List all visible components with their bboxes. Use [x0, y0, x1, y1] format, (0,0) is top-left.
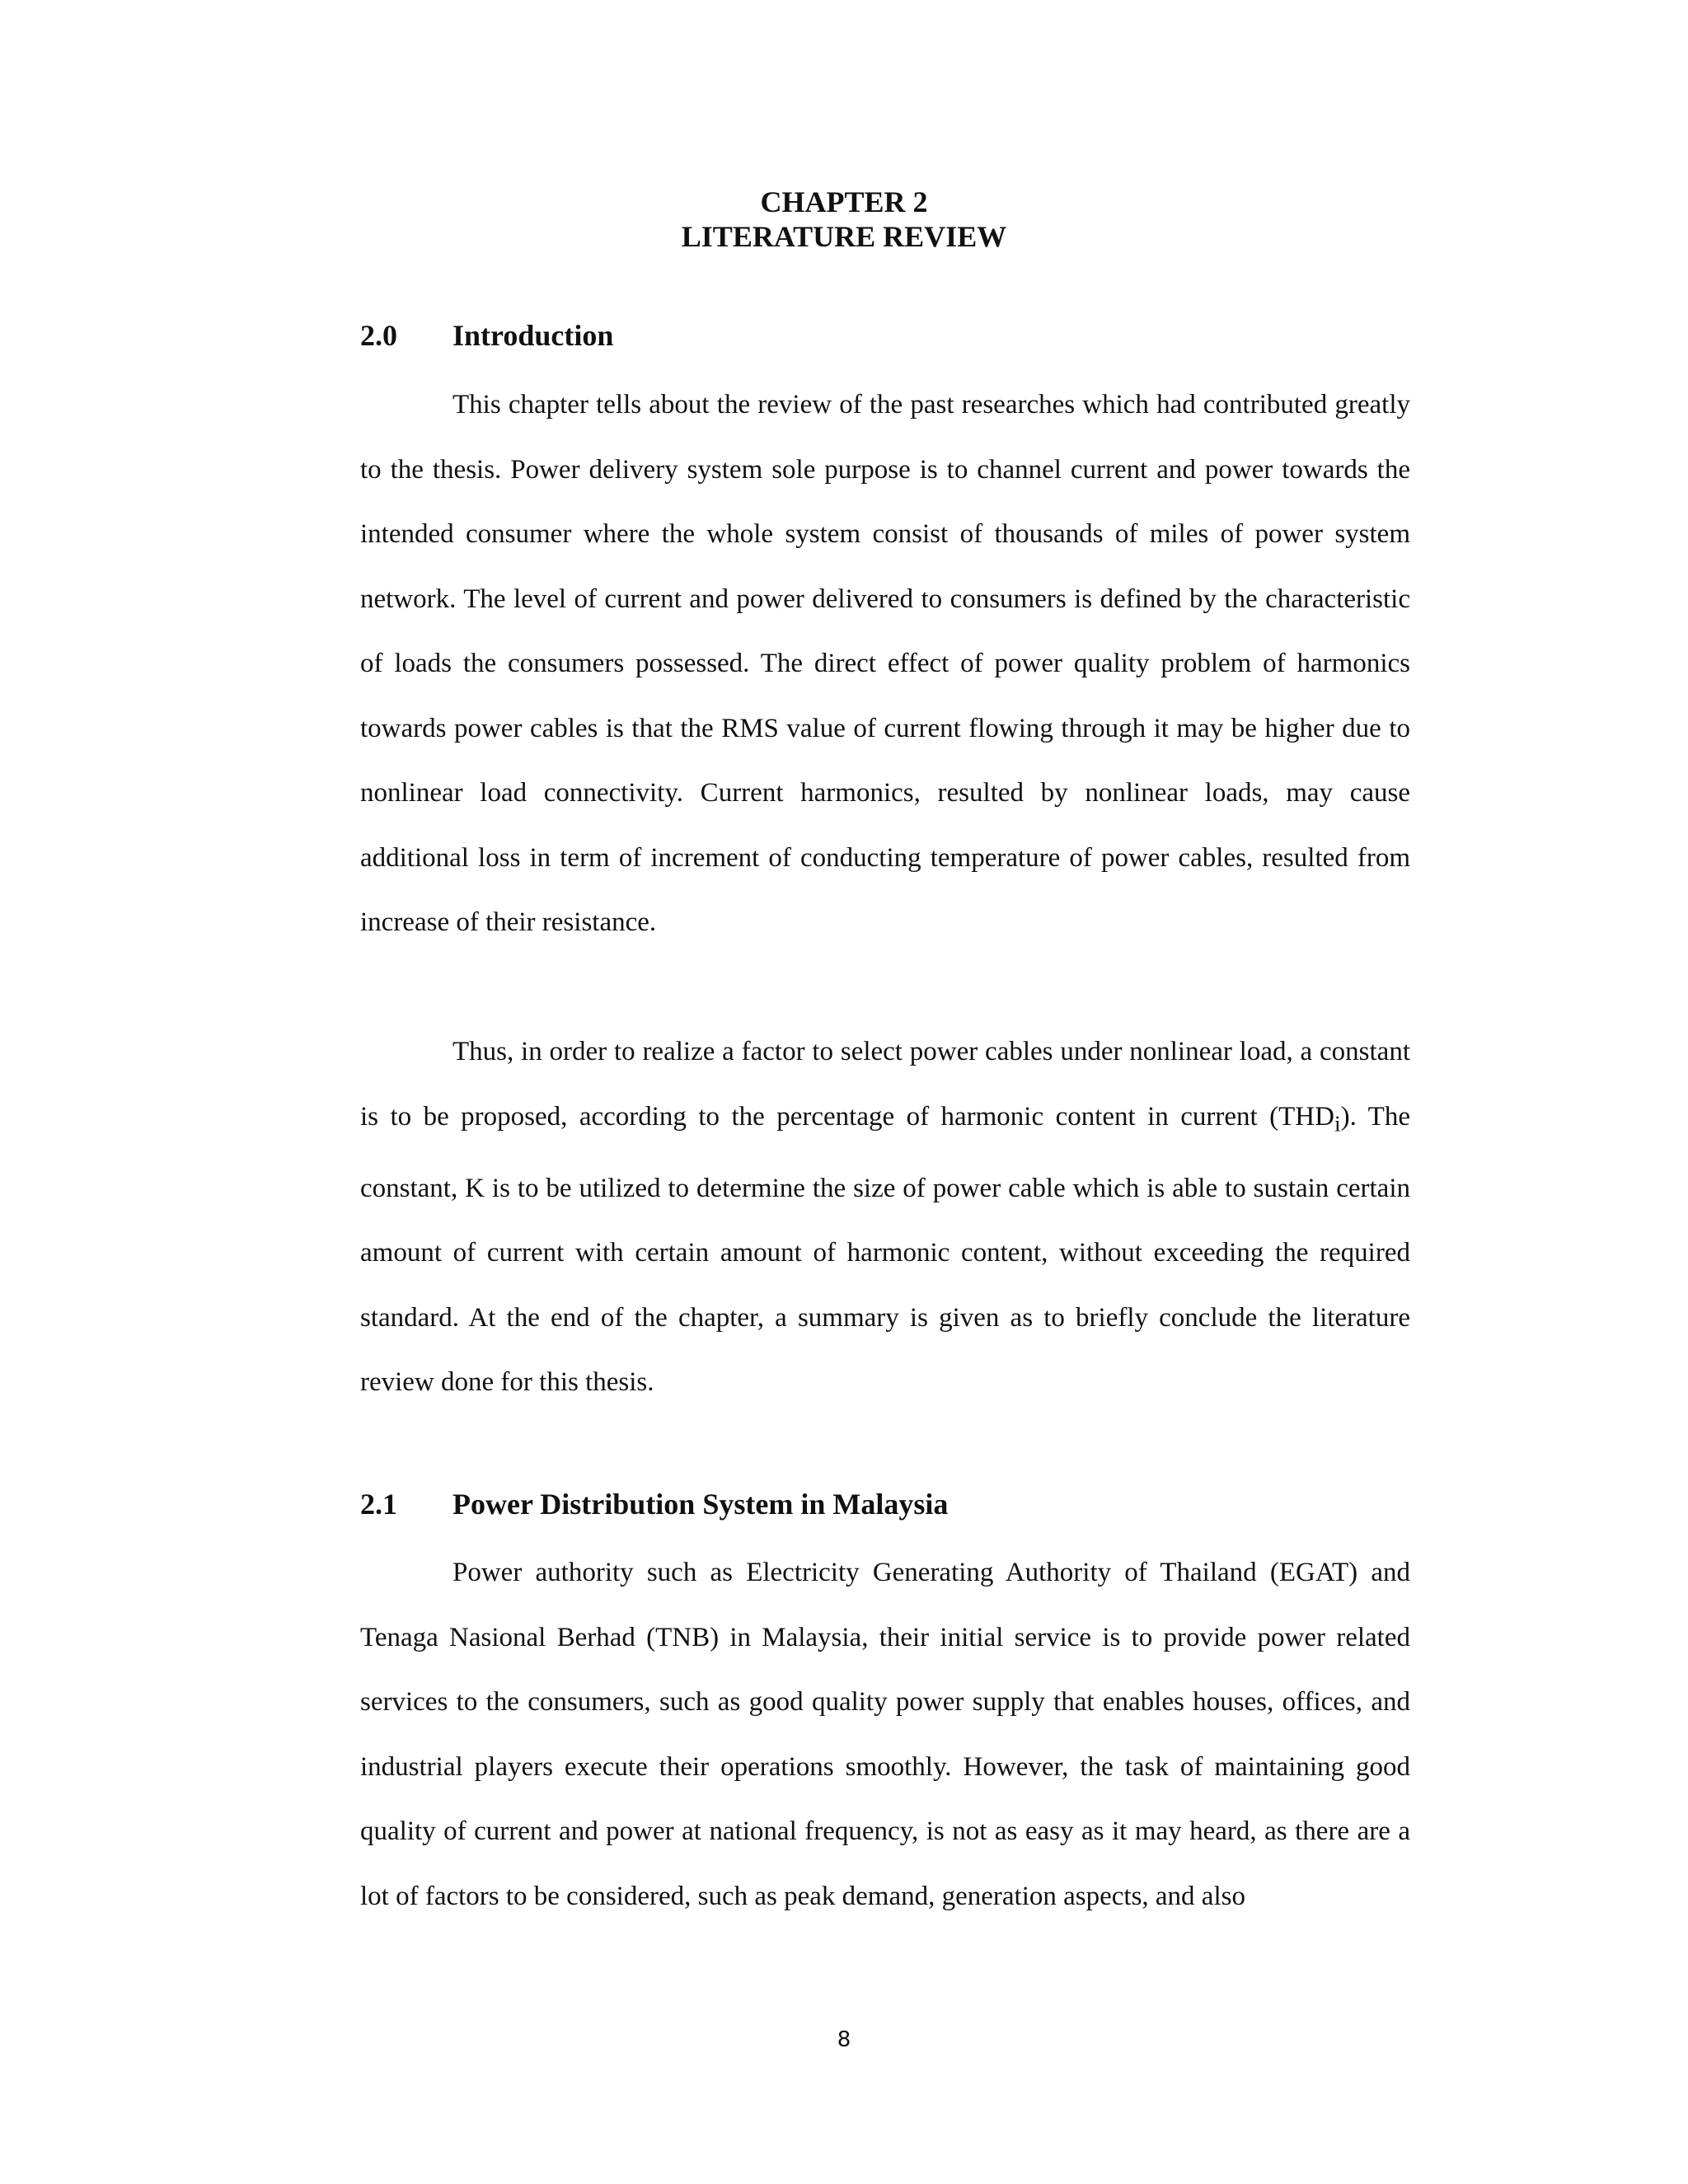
- paragraph-introduction-1: This chapter tells about the review of the past researches which had contributed greatly to the thesis. Power delivery system sole purpose is to channel current and power towards the intended consumer where the whole system consist of thousands of miles of power system network. The level of current and power delivered to consumers is defined by the characteristic of loads the consumers possessed. The direct effect of power quality problem of harmonics towards power cables is that the RMS value of current flowing through it may be higher due to nonlinear load connectivity. Current harmonics, resulted by nonlinear loads, may cause additional loss in term of increment of conducting temperature of power cables, resulted from increase of their resistance.: [360, 390, 1410, 937]
- section-heading-power-distribution: [360, 1487, 948, 1521]
- paragraph-text: Thus, in order to realize a factor to select power cables under nonlinear load, a constant is to be proposed, according to the percentage of harmonic content in current (THD: [360, 1037, 1410, 1132]
- section-number: 2.1: [360, 1488, 397, 1521]
- page-number: 8: [837, 2027, 851, 2052]
- paragraph-introduction-2: [360, 1019, 1410, 1415]
- paragraph-text: ). The constant, K is to be utilized to determine the size of power cable which is able to sustain certain amount of current with certain amount of harmonic content, without exceeding the required standard. At the end of the chapter, a summary is given as to briefly conclude the literature review done for this thesis.: [360, 1101, 1410, 1398]
- section-title: Introduction: [452, 319, 614, 352]
- section-heading-introduction: [360, 318, 613, 353]
- paragraph-power-distribution-1: Power authority such as Electricity Generating Authority of Thailand (EGAT) and Tenaga Nasional Berhad (TNB) in Malaysia, their initial service is to provide power related services to the consumers, such as good quality power supply that enables houses, offices, and industrial players execute their operations smoothly. However, the task of maintaining good quality of current and power at national frequency, is not as easy as it may heard, as there are a lot of factors to be considered, such as peak demand, generation aspects, and also: [360, 1558, 1410, 1911]
- section-title: Power Distribution System in Malaysia: [452, 1488, 949, 1521]
- chapter-number: CHAPTER 2: [760, 185, 928, 218]
- subscript-i: i: [1334, 1110, 1341, 1137]
- chapter-title: LITERATURE REVIEW: [681, 220, 1007, 253]
- section-number: 2.0: [360, 319, 397, 352]
